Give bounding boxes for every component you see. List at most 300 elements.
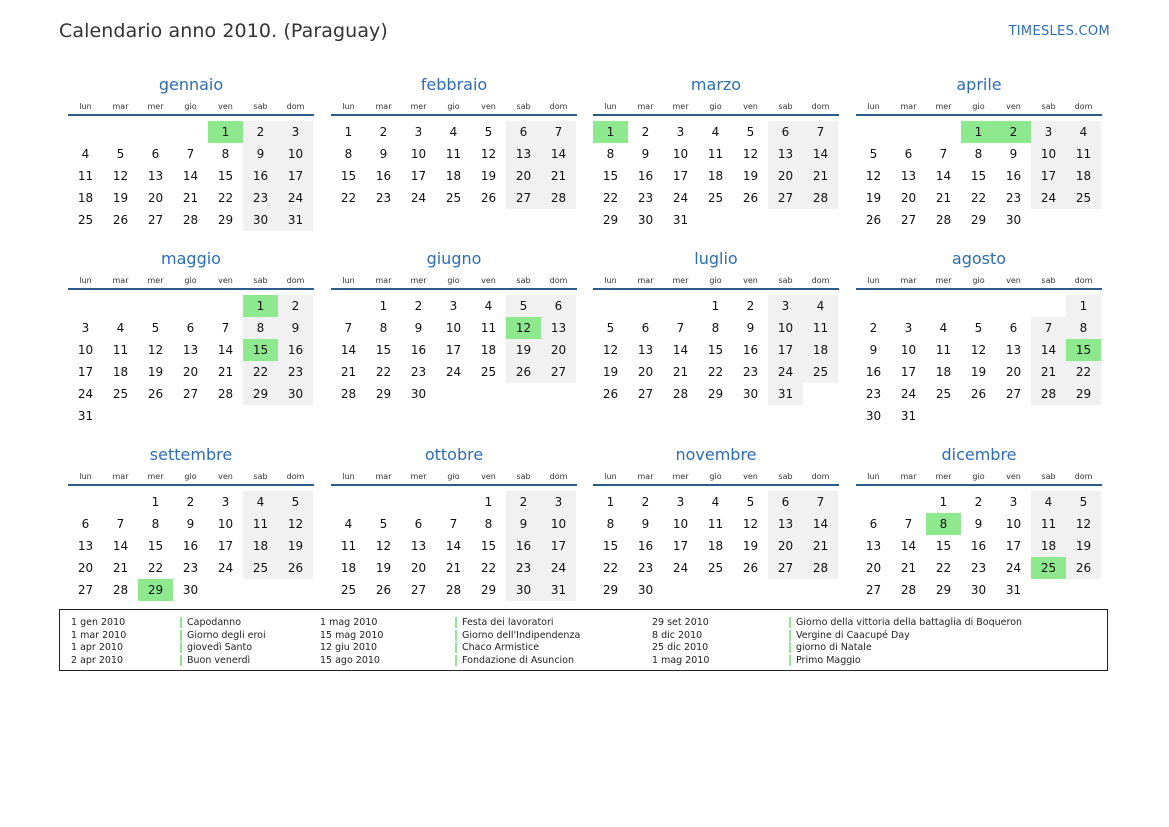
day-cell: 19: [742, 169, 759, 183]
day-cell: 19: [278, 535, 313, 557]
weekday-label: mar: [637, 102, 654, 111]
day-cell: 27: [506, 187, 541, 209]
day-cell: 30: [278, 383, 313, 405]
day-cell: 23: [1005, 191, 1022, 205]
day-cell: 2: [641, 125, 650, 139]
day-cell: 27: [865, 583, 882, 597]
day-cell: 2: [746, 299, 755, 313]
day-cell: 21: [900, 561, 917, 575]
day-cell: 11: [243, 513, 278, 535]
day-cell: 29: [602, 213, 619, 227]
day-cell: 13: [77, 539, 94, 553]
weekday-label: sab: [778, 276, 793, 285]
day-cell: 4: [484, 299, 493, 313]
day-cell: 28: [672, 387, 689, 401]
legend-marker: [455, 630, 457, 641]
weekday-label: lun: [342, 102, 355, 111]
weekday-label: mer: [147, 276, 164, 285]
day-cell: 24: [900, 387, 917, 401]
day-cell: 18: [480, 343, 497, 357]
legend-holiday-name: Primo Maggio: [796, 655, 861, 666]
weekday-label: lun: [867, 472, 880, 481]
day-cell: 8: [379, 321, 388, 335]
day-cell: 29: [935, 583, 952, 597]
day-cell: 8: [344, 147, 353, 161]
day-cell: 11: [445, 147, 462, 161]
weekday-label: lun: [604, 102, 617, 111]
day-cell: 11: [1031, 513, 1066, 535]
day-cell: 23: [278, 361, 313, 383]
weekday-label: gio: [447, 102, 460, 111]
weekday-label: gio: [709, 276, 722, 285]
day-cell: 15: [147, 539, 164, 553]
legend-holiday-name: Vergine di Caacupé Day: [796, 630, 910, 641]
day-cell: 26: [147, 387, 164, 401]
weekday-label: sab: [1041, 276, 1056, 285]
day-cell: 21: [803, 535, 838, 557]
day-cell: 19: [147, 365, 164, 379]
day-cell: 6: [768, 491, 803, 513]
day-cell: 14: [445, 539, 462, 553]
day-cell: 5: [746, 125, 755, 139]
day-cell: 6: [506, 121, 541, 143]
legend-date: 12 giu 2010: [320, 642, 377, 653]
legend-date: 25 dic 2010: [652, 642, 709, 653]
day-cell: 20: [865, 561, 882, 575]
day-cell: 23: [182, 561, 199, 575]
day-cell: 14: [541, 143, 576, 165]
weekday-label: lun: [79, 276, 92, 285]
weekday-label: dom: [549, 276, 568, 285]
weekday-label: ven: [1006, 102, 1021, 111]
day-cell: 10: [217, 517, 234, 531]
holiday-day-cell: 15: [243, 339, 278, 361]
day-cell: 18: [445, 169, 462, 183]
legend-marker: [789, 642, 791, 653]
day-cell: 21: [672, 365, 689, 379]
day-cell: 28: [445, 583, 462, 597]
day-cell: 9: [1009, 147, 1018, 161]
day-cell: 3: [904, 321, 913, 335]
day-cell: 13: [900, 169, 917, 183]
day-cell: 17: [445, 343, 462, 357]
day-cell: 11: [707, 517, 724, 531]
month-divider: [68, 288, 314, 290]
legend-date: 8 dic 2010: [652, 630, 703, 641]
legend-marker: [180, 617, 182, 628]
day-cell: 27: [1005, 387, 1022, 401]
day-cell: 27: [768, 557, 803, 579]
weekday-label: sab: [516, 276, 531, 285]
day-cell: 29: [243, 383, 278, 405]
day-cell: 31: [278, 209, 313, 231]
day-cell: 9: [414, 321, 423, 335]
weekday-label: dom: [811, 276, 830, 285]
month-agosto: [856, 249, 1102, 429]
day-cell: 24: [768, 361, 803, 383]
day-cell: 4: [711, 495, 720, 509]
day-cell: 4: [1031, 491, 1066, 513]
day-cell: 25: [77, 213, 94, 227]
day-cell: 2: [506, 491, 541, 513]
day-cell: 30: [410, 387, 427, 401]
weekday-label: ven: [218, 472, 233, 481]
weekday-label: gio: [184, 472, 197, 481]
weekday-label: gio: [709, 102, 722, 111]
day-cell: 3: [676, 125, 685, 139]
day-cell: 14: [182, 169, 199, 183]
day-cell: 18: [707, 169, 724, 183]
day-cell: 28: [541, 187, 576, 209]
month-marzo: [593, 75, 839, 255]
day-cell: 20: [182, 365, 199, 379]
day-cell: 10: [672, 517, 689, 531]
day-cell: 25: [935, 387, 952, 401]
day-cell: 13: [410, 539, 427, 553]
day-cell: 21: [1031, 361, 1066, 383]
holiday-day-cell: 8: [926, 513, 961, 535]
day-cell: 23: [506, 557, 541, 579]
month-name: aprile: [956, 75, 1002, 94]
day-cell: 20: [637, 365, 654, 379]
day-cell: 28: [803, 557, 838, 579]
legend-date: 2 apr 2010: [71, 655, 124, 666]
day-cell: 6: [768, 121, 803, 143]
day-cell: 14: [672, 343, 689, 357]
day-cell: 24: [672, 561, 689, 575]
weekday-label: lun: [604, 276, 617, 285]
day-cell: 11: [935, 343, 952, 357]
weekday-label: mar: [900, 472, 917, 481]
legend-date: 1 gen 2010: [71, 617, 126, 628]
day-cell: 25: [340, 583, 357, 597]
day-cell: 20: [768, 535, 803, 557]
weekday-label: dom: [811, 102, 830, 111]
month-name: ottobre: [424, 445, 484, 464]
day-cell: 30: [865, 409, 882, 423]
month-name: dicembre: [941, 445, 1017, 464]
day-cell: 17: [768, 339, 803, 361]
day-cell: 9: [746, 321, 755, 335]
month-divider: [856, 288, 1102, 290]
day-cell: 11: [112, 343, 129, 357]
day-cell: 25: [707, 561, 724, 575]
day-cell: 27: [768, 187, 803, 209]
legend-holiday-name: Chaco Armistice: [462, 642, 540, 653]
day-cell: 16: [742, 343, 759, 357]
day-cell: 27: [410, 583, 427, 597]
weekday-label: sab: [778, 472, 793, 481]
weekday-label: dom: [549, 472, 568, 481]
day-cell: 21: [803, 165, 838, 187]
day-cell: 7: [449, 517, 458, 531]
day-cell: 20: [410, 561, 427, 575]
day-cell: 27: [182, 387, 199, 401]
day-cell: 11: [340, 539, 357, 553]
weekday-label: mer: [935, 276, 952, 285]
day-cell: 15: [707, 343, 724, 357]
weekday-label: mar: [112, 276, 129, 285]
day-cell: 17: [672, 539, 689, 553]
day-cell: 5: [151, 321, 160, 335]
day-cell: 5: [379, 517, 388, 531]
day-cell: 25: [707, 191, 724, 205]
legend-holiday-name: giovedì Santo: [187, 642, 253, 653]
day-cell: 9: [278, 317, 313, 339]
weekday-label: sab: [778, 102, 793, 111]
day-cell: 7: [186, 147, 195, 161]
day-cell: 3: [221, 495, 230, 509]
weekday-label: mer: [147, 102, 164, 111]
month-divider: [593, 288, 839, 290]
day-cell: 27: [147, 213, 164, 227]
weekday-label: mer: [410, 102, 427, 111]
day-cell: 19: [375, 561, 392, 575]
day-cell: 26: [865, 213, 882, 227]
day-cell: 9: [869, 343, 878, 357]
holiday-legend: [59, 609, 1108, 671]
day-cell: 23: [410, 365, 427, 379]
holiday-day-cell: 29: [138, 579, 173, 601]
day-cell: 8: [606, 517, 615, 531]
day-cell: 12: [1066, 513, 1101, 535]
weekday-label: lun: [342, 472, 355, 481]
day-cell: 21: [112, 561, 129, 575]
day-cell: 31: [77, 409, 94, 423]
day-cell: 19: [480, 169, 497, 183]
weekday-label: mar: [112, 102, 129, 111]
day-cell: 3: [449, 299, 458, 313]
weekday-label: dom: [1074, 276, 1093, 285]
day-cell: 13: [182, 343, 199, 357]
day-cell: 1: [379, 299, 388, 313]
weekday-label: ven: [1006, 276, 1021, 285]
month-divider: [331, 484, 577, 486]
day-cell: 15: [480, 539, 497, 553]
day-cell: 5: [1066, 491, 1101, 513]
weekday-label: ven: [743, 276, 758, 285]
weekday-label: dom: [1074, 102, 1093, 111]
page-title: Calendario anno 2010. (Paraguay): [59, 20, 388, 42]
day-cell: 29: [1066, 383, 1101, 405]
legend-holiday-name: Giorno dell'Indipendenza: [462, 630, 581, 641]
day-cell: 4: [81, 147, 90, 161]
day-cell: 11: [77, 169, 94, 183]
day-cell: 8: [974, 147, 983, 161]
day-cell: 8: [711, 321, 720, 335]
day-cell: 21: [340, 365, 357, 379]
month-name: giugno: [426, 249, 482, 268]
weekday-label: dom: [286, 102, 305, 111]
day-cell: 20: [541, 339, 576, 361]
weekday-label: ven: [743, 102, 758, 111]
day-cell: 16: [506, 535, 541, 557]
day-cell: 30: [742, 387, 759, 401]
day-cell: 10: [768, 317, 803, 339]
day-cell: 2: [186, 495, 195, 509]
day-cell: 6: [81, 517, 90, 531]
weekday-label: mer: [410, 472, 427, 481]
day-cell: 12: [865, 169, 882, 183]
holiday-day-cell: 12: [506, 317, 541, 339]
day-cell: 27: [541, 361, 576, 383]
month-name: settembre: [149, 445, 233, 464]
weekday-label: mer: [147, 472, 164, 481]
day-cell: 23: [637, 191, 654, 205]
day-cell: 3: [81, 321, 90, 335]
weekday-label: mar: [637, 276, 654, 285]
day-cell: 22: [340, 191, 357, 205]
day-cell: 15: [602, 539, 619, 553]
day-cell: 25: [1066, 187, 1101, 209]
day-cell: 5: [278, 491, 313, 513]
legend-holiday-name: Buon venerdì: [187, 655, 251, 666]
day-cell: 7: [803, 121, 838, 143]
day-cell: 11: [707, 147, 724, 161]
day-cell: 20: [77, 561, 94, 575]
legend-holiday-name: Festa dei lavoratori: [462, 617, 554, 628]
day-cell: 28: [935, 213, 952, 227]
day-cell: 19: [865, 191, 882, 205]
day-cell: 29: [375, 387, 392, 401]
day-cell: 23: [637, 561, 654, 575]
month-divider: [856, 114, 1102, 116]
day-cell: 9: [974, 517, 983, 531]
day-cell: 28: [340, 387, 357, 401]
weekday-label: mar: [375, 276, 392, 285]
day-cell: 2: [243, 121, 278, 143]
weekday-label: gio: [447, 276, 460, 285]
day-cell: 13: [1005, 343, 1022, 357]
day-cell: 7: [344, 321, 353, 335]
day-cell: 29: [707, 387, 724, 401]
day-cell: 25: [243, 557, 278, 579]
day-cell: 11: [803, 317, 838, 339]
day-cell: 24: [410, 191, 427, 205]
day-cell: 2: [379, 125, 388, 139]
day-cell: 9: [641, 147, 650, 161]
day-cell: 14: [112, 539, 129, 553]
day-cell: 21: [541, 165, 576, 187]
day-cell: 23: [970, 561, 987, 575]
weekday-label: dom: [811, 472, 830, 481]
day-cell: 2: [278, 295, 313, 317]
day-cell: 10: [672, 147, 689, 161]
day-cell: 5: [484, 125, 493, 139]
day-cell: 22: [970, 191, 987, 205]
weekday-label: lun: [604, 472, 617, 481]
brand-link[interactable]: TIMESLES.COM: [1008, 24, 1110, 39]
weekday-label: sab: [253, 276, 268, 285]
weekday-label: ven: [743, 472, 758, 481]
weekday-label: gio: [972, 276, 985, 285]
day-cell: 1: [939, 495, 948, 509]
weekday-label: lun: [79, 102, 92, 111]
weekday-label: lun: [867, 276, 880, 285]
day-cell: 25: [803, 361, 838, 383]
day-cell: 18: [112, 365, 129, 379]
weekday-label: mer: [672, 472, 689, 481]
day-cell: 28: [217, 387, 234, 401]
day-cell: 15: [935, 539, 952, 553]
holiday-day-cell: 15: [1066, 339, 1101, 361]
day-cell: 26: [602, 387, 619, 401]
day-cell: 2: [641, 495, 650, 509]
day-cell: 3: [1009, 495, 1018, 509]
day-cell: 31: [900, 409, 917, 423]
day-cell: 29: [480, 583, 497, 597]
day-cell: 5: [746, 495, 755, 509]
day-cell: 16: [182, 539, 199, 553]
month-name: luglio: [694, 249, 738, 268]
day-cell: 8: [484, 517, 493, 531]
day-cell: 18: [1066, 165, 1101, 187]
day-cell: 17: [1005, 539, 1022, 553]
month-name: febbraio: [420, 75, 488, 94]
month-giugno: [331, 249, 577, 429]
weekday-label: mar: [375, 472, 392, 481]
day-cell: 8: [1066, 317, 1101, 339]
day-cell: 2: [414, 299, 423, 313]
day-cell: 9: [379, 147, 388, 161]
day-cell: 30: [637, 583, 654, 597]
month-ottobre: [331, 445, 577, 625]
day-cell: 25: [480, 365, 497, 379]
month-febbraio: [331, 75, 577, 255]
day-cell: 19: [742, 539, 759, 553]
weekday-label: mar: [900, 276, 917, 285]
day-cell: 26: [278, 557, 313, 579]
day-cell: 7: [939, 147, 948, 161]
day-cell: 18: [340, 561, 357, 575]
day-cell: 5: [869, 147, 878, 161]
weekday-label: ven: [481, 472, 496, 481]
day-cell: 26: [970, 387, 987, 401]
day-cell: 26: [742, 191, 759, 205]
day-cell: 31: [672, 213, 689, 227]
day-cell: 12: [742, 517, 759, 531]
weekday-label: sab: [1041, 102, 1056, 111]
day-cell: 27: [637, 387, 654, 401]
day-cell: 15: [970, 169, 987, 183]
day-cell: 18: [707, 539, 724, 553]
day-cell: 3: [1031, 121, 1066, 143]
day-cell: 14: [803, 513, 838, 535]
month-divider: [331, 114, 577, 116]
day-cell: 16: [410, 343, 427, 357]
day-cell: 6: [541, 295, 576, 317]
day-cell: 21: [445, 561, 462, 575]
day-cell: 19: [970, 365, 987, 379]
holiday-day-cell: 2: [996, 121, 1031, 143]
day-cell: 7: [541, 121, 576, 143]
weekday-label: dom: [286, 276, 305, 285]
day-cell: 8: [151, 517, 160, 531]
day-cell: 30: [970, 583, 987, 597]
day-cell: 7: [676, 321, 685, 335]
day-cell: 13: [147, 169, 164, 183]
day-cell: 20: [506, 165, 541, 187]
day-cell: 4: [243, 491, 278, 513]
day-cell: 19: [506, 339, 541, 361]
day-cell: 8: [243, 317, 278, 339]
day-cell: 18: [803, 339, 838, 361]
day-cell: 28: [182, 213, 199, 227]
day-cell: 3: [414, 125, 423, 139]
weekday-label: gio: [972, 102, 985, 111]
day-cell: 24: [672, 191, 689, 205]
day-cell: 3: [768, 295, 803, 317]
